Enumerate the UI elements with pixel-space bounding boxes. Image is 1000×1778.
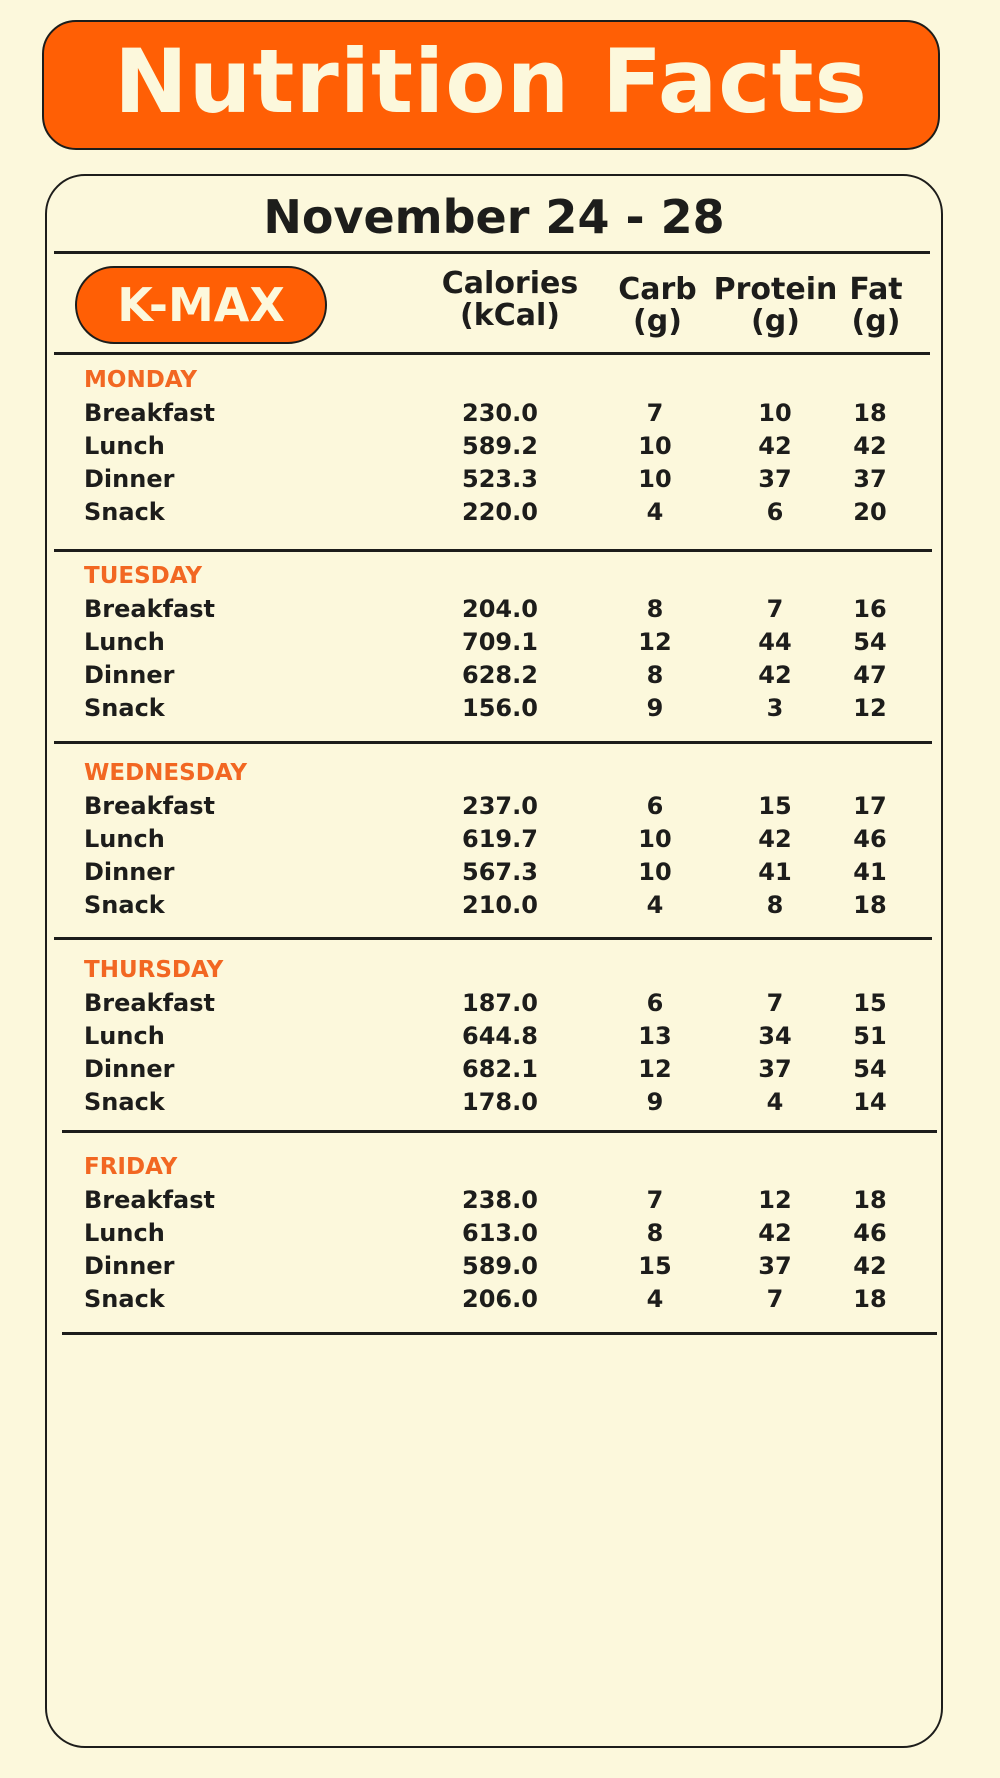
meal-name: Dinner xyxy=(84,1252,175,1280)
carb-value: 9 xyxy=(646,1088,664,1116)
calories-value: 682.1 xyxy=(462,1055,538,1083)
carb-value: 4 xyxy=(646,498,664,526)
calories-value: 644.8 xyxy=(462,1022,538,1050)
day-label: WEDNESDAY xyxy=(84,760,248,786)
calories-value: 178.0 xyxy=(462,1088,538,1116)
meal-name: Dinner xyxy=(84,1055,175,1083)
table-row xyxy=(0,463,1000,496)
meal-name: Breakfast xyxy=(84,989,215,1017)
divider-wednesday xyxy=(54,937,932,940)
column-header-carb-line2: (g) xyxy=(633,304,682,339)
carb-value: 4 xyxy=(646,1285,664,1313)
day-label: MONDAY xyxy=(84,367,198,393)
calories-value: 206.0 xyxy=(462,1285,538,1313)
meal-name: Snack xyxy=(84,694,165,722)
carb-value: 8 xyxy=(646,595,664,623)
meal-name: Dinner xyxy=(84,465,175,493)
table-row xyxy=(0,987,1000,1020)
carb-value: 13 xyxy=(638,1022,672,1050)
column-header-protein-line2: (g) xyxy=(751,304,800,339)
meal-name: Lunch xyxy=(84,1022,165,1050)
table-row xyxy=(0,790,1000,823)
day-label: THURSDAY xyxy=(84,957,224,983)
meal-name: Lunch xyxy=(84,825,165,853)
table-row xyxy=(0,692,1000,725)
table-row xyxy=(0,626,1000,659)
calories-value: 589.0 xyxy=(462,1252,538,1280)
carb-value: 7 xyxy=(646,1186,664,1214)
table-row xyxy=(0,1020,1000,1053)
title-banner xyxy=(42,20,940,150)
calories-value: 238.0 xyxy=(462,1186,538,1214)
carb-value: 4 xyxy=(646,891,664,919)
fat-value: 14 xyxy=(853,1088,887,1116)
protein-value: 42 xyxy=(758,1219,792,1247)
carb-value: 7 xyxy=(646,399,664,427)
carb-value: 8 xyxy=(646,1219,664,1247)
calories-value: 567.3 xyxy=(462,858,538,886)
date-range: November 24 - 28 xyxy=(263,190,725,244)
column-header-protein xyxy=(713,274,838,338)
carb-value: 10 xyxy=(638,465,672,493)
protein-value: 7 xyxy=(766,989,784,1017)
protein-value: 6 xyxy=(766,498,784,526)
fat-value: 18 xyxy=(853,1186,887,1214)
table-row xyxy=(0,889,1000,922)
calories-value: 220.0 xyxy=(462,498,538,526)
protein-value: 7 xyxy=(766,1285,784,1313)
table-row xyxy=(0,1217,1000,1250)
protein-value: 3 xyxy=(766,694,784,722)
carb-value: 12 xyxy=(638,628,672,656)
fat-value: 18 xyxy=(853,1285,887,1313)
fat-value: 12 xyxy=(853,694,887,722)
table-row xyxy=(0,1053,1000,1086)
fat-value: 18 xyxy=(853,891,887,919)
fat-value: 46 xyxy=(853,825,887,853)
table-row xyxy=(0,430,1000,463)
protein-value: 42 xyxy=(758,432,792,460)
meal-name: Lunch xyxy=(84,432,165,460)
column-header-calories xyxy=(430,268,590,332)
protein-value: 37 xyxy=(758,465,792,493)
meal-name: Breakfast xyxy=(84,595,215,623)
column-header-fat-line1: Fat xyxy=(849,272,903,307)
calories-value: 589.2 xyxy=(462,432,538,460)
carb-value: 12 xyxy=(638,1055,672,1083)
column-header-fat-line2: (g) xyxy=(851,304,901,339)
column-header-calories-line2: (kCal) xyxy=(460,298,560,333)
fat-value: 18 xyxy=(853,399,887,427)
column-header-carb xyxy=(610,274,705,338)
calories-value: 613.0 xyxy=(462,1219,538,1247)
carb-value: 10 xyxy=(638,432,672,460)
protein-value: 42 xyxy=(758,661,792,689)
day-label: FRIDAY xyxy=(84,1154,178,1180)
divider-tuesday xyxy=(54,741,932,744)
table-row xyxy=(0,397,1000,430)
table-row xyxy=(0,496,1000,529)
carb-value: 10 xyxy=(638,858,672,886)
fat-value: 42 xyxy=(853,432,887,460)
table-row xyxy=(0,1086,1000,1119)
protein-value: 7 xyxy=(766,595,784,623)
table-row xyxy=(0,823,1000,856)
meal-name: Snack xyxy=(84,1088,165,1116)
divider-header-bottom xyxy=(54,352,930,355)
fat-value: 51 xyxy=(853,1022,887,1050)
calories-value: 237.0 xyxy=(462,792,538,820)
table-row xyxy=(0,856,1000,889)
plan-badge: K-MAX xyxy=(75,266,327,344)
fat-value: 37 xyxy=(853,465,887,493)
divider-header-top xyxy=(54,251,930,254)
calories-value: 156.0 xyxy=(462,694,538,722)
meal-name: Breakfast xyxy=(84,1186,215,1214)
protein-value: 37 xyxy=(758,1055,792,1083)
table-row xyxy=(0,1283,1000,1316)
protein-value: 8 xyxy=(766,891,784,919)
calories-value: 523.3 xyxy=(462,465,538,493)
divider-friday xyxy=(62,1332,937,1335)
meal-name: Lunch xyxy=(84,1219,165,1247)
carb-value: 6 xyxy=(646,989,664,1017)
protein-value: 15 xyxy=(758,792,792,820)
calories-value: 204.0 xyxy=(462,595,538,623)
protein-value: 44 xyxy=(758,628,792,656)
fat-value: 54 xyxy=(853,1055,887,1083)
fat-value: 54 xyxy=(853,628,887,656)
fat-value: 15 xyxy=(853,989,887,1017)
calories-value: 230.0 xyxy=(462,399,538,427)
calories-value: 210.0 xyxy=(462,891,538,919)
column-header-calories-line1: Calories xyxy=(441,266,579,301)
carb-value: 6 xyxy=(646,792,664,820)
calories-value: 709.1 xyxy=(462,628,538,656)
carb-value: 10 xyxy=(638,825,672,853)
meal-name: Dinner xyxy=(84,661,175,689)
meal-name: Snack xyxy=(84,498,165,526)
divider-thursday xyxy=(62,1130,937,1133)
protein-value: 12 xyxy=(758,1186,792,1214)
column-header-carb-line1: Carb xyxy=(618,272,697,307)
fat-value: 16 xyxy=(853,595,887,623)
day-label: TUESDAY xyxy=(84,563,202,589)
protein-value: 41 xyxy=(758,858,792,886)
protein-value: 4 xyxy=(766,1088,784,1116)
table-row xyxy=(0,593,1000,626)
protein-value: 37 xyxy=(758,1252,792,1280)
calories-value: 187.0 xyxy=(462,989,538,1017)
carb-value: 15 xyxy=(638,1252,672,1280)
page-title: Nutrition Facts xyxy=(114,30,868,133)
column-header-protein-line1: Protein xyxy=(713,272,838,307)
meal-name: Breakfast xyxy=(84,792,215,820)
meal-name: Lunch xyxy=(84,628,165,656)
fat-value: 41 xyxy=(853,858,887,886)
fat-value: 20 xyxy=(853,498,887,526)
carb-value: 8 xyxy=(646,661,664,689)
meal-name: Snack xyxy=(84,1285,165,1313)
table-row xyxy=(0,1250,1000,1283)
fat-value: 46 xyxy=(853,1219,887,1247)
column-header-fat xyxy=(836,274,916,338)
meal-name: Breakfast xyxy=(84,399,215,427)
protein-value: 42 xyxy=(758,825,792,853)
calories-value: 628.2 xyxy=(462,661,538,689)
table-row xyxy=(0,659,1000,692)
meal-name: Snack xyxy=(84,891,165,919)
table-row xyxy=(0,1184,1000,1217)
carb-value: 9 xyxy=(646,694,664,722)
fat-value: 17 xyxy=(853,792,887,820)
fat-value: 42 xyxy=(853,1252,887,1280)
divider-monday xyxy=(54,549,932,552)
calories-value: 619.7 xyxy=(462,825,538,853)
protein-value: 34 xyxy=(758,1022,792,1050)
fat-value: 47 xyxy=(853,661,887,689)
meal-name: Dinner xyxy=(84,858,175,886)
protein-value: 10 xyxy=(758,399,792,427)
